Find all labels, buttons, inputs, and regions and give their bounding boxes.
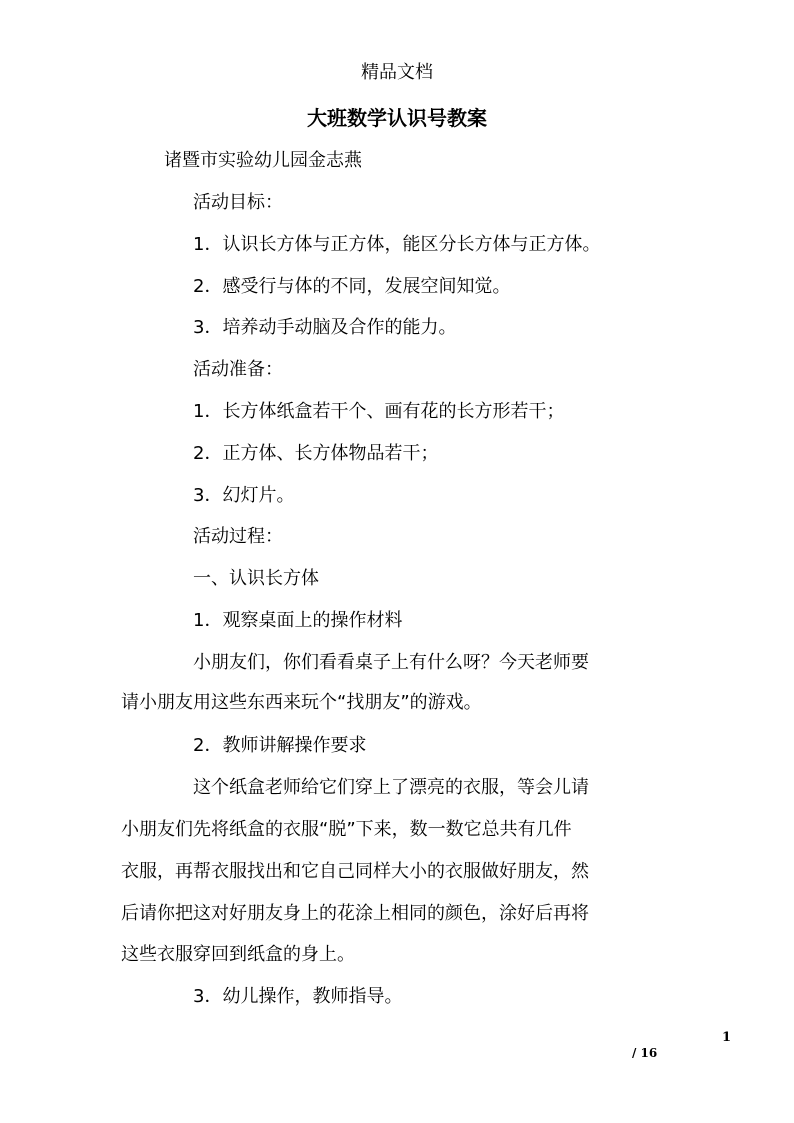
document-title: 大班数学认识号教案	[307, 106, 487, 130]
paragraph-line: 后请你把这对好朋友身上的花涂上相同的颜色，涂好后再将	[121, 903, 589, 924]
paragraph-line: 小朋友们先将纸盒的衣服“脱”下来，数一数它总共有几件	[121, 819, 572, 840]
paragraph-line: 1．观察桌面上的操作材料	[193, 610, 403, 631]
paragraph-line: 这个纸盒老师给它们穿上了漂亮的衣服，等会儿请	[193, 777, 589, 798]
author-line: 诸暨市实验幼儿园金志燕	[164, 150, 362, 171]
paragraph-line: 一、认识长方体	[193, 568, 319, 589]
section-heading: 活动准备：	[193, 359, 283, 380]
paragraph-line: 请小朋友用这些东西来玩个“找朋友”的游戏。	[121, 692, 482, 713]
page-total: / 16	[632, 1046, 658, 1060]
page-number: 1	[722, 1030, 732, 1045]
paragraph-line: 3．幻灯片。	[193, 485, 295, 506]
paragraph-line: 2．正方体、长方体物品若干；	[193, 443, 439, 464]
paragraph-line: 3．培养动手动脑及合作的能力。	[193, 317, 457, 338]
paragraph-line: 2．教师讲解操作要求	[193, 735, 367, 756]
section-heading: 活动过程：	[193, 526, 283, 547]
page-header: 精品文档	[361, 62, 433, 83]
paragraph-line: 衣服，再帮衣服找出和它自己同样大小的衣服做好朋友，然	[121, 861, 589, 882]
paragraph-line: 2．感受行与体的不同，发展空间知觉。	[193, 276, 511, 297]
paragraph-line: 1．长方体纸盒若干个、画有花的长方形若干；	[193, 401, 565, 422]
section-heading: 活动目标：	[193, 192, 283, 213]
paragraph-line: 这些衣服穿回到纸盒的身上。	[121, 944, 355, 965]
paragraph-line: 3．幼儿操作，教师指导。	[193, 986, 403, 1007]
paragraph-line: 1．认识长方体与正方体，能区分长方体与正方体。	[193, 234, 601, 255]
paragraph-line: 小朋友们，你们看看桌子上有什么呀？今天老师要	[193, 652, 589, 673]
